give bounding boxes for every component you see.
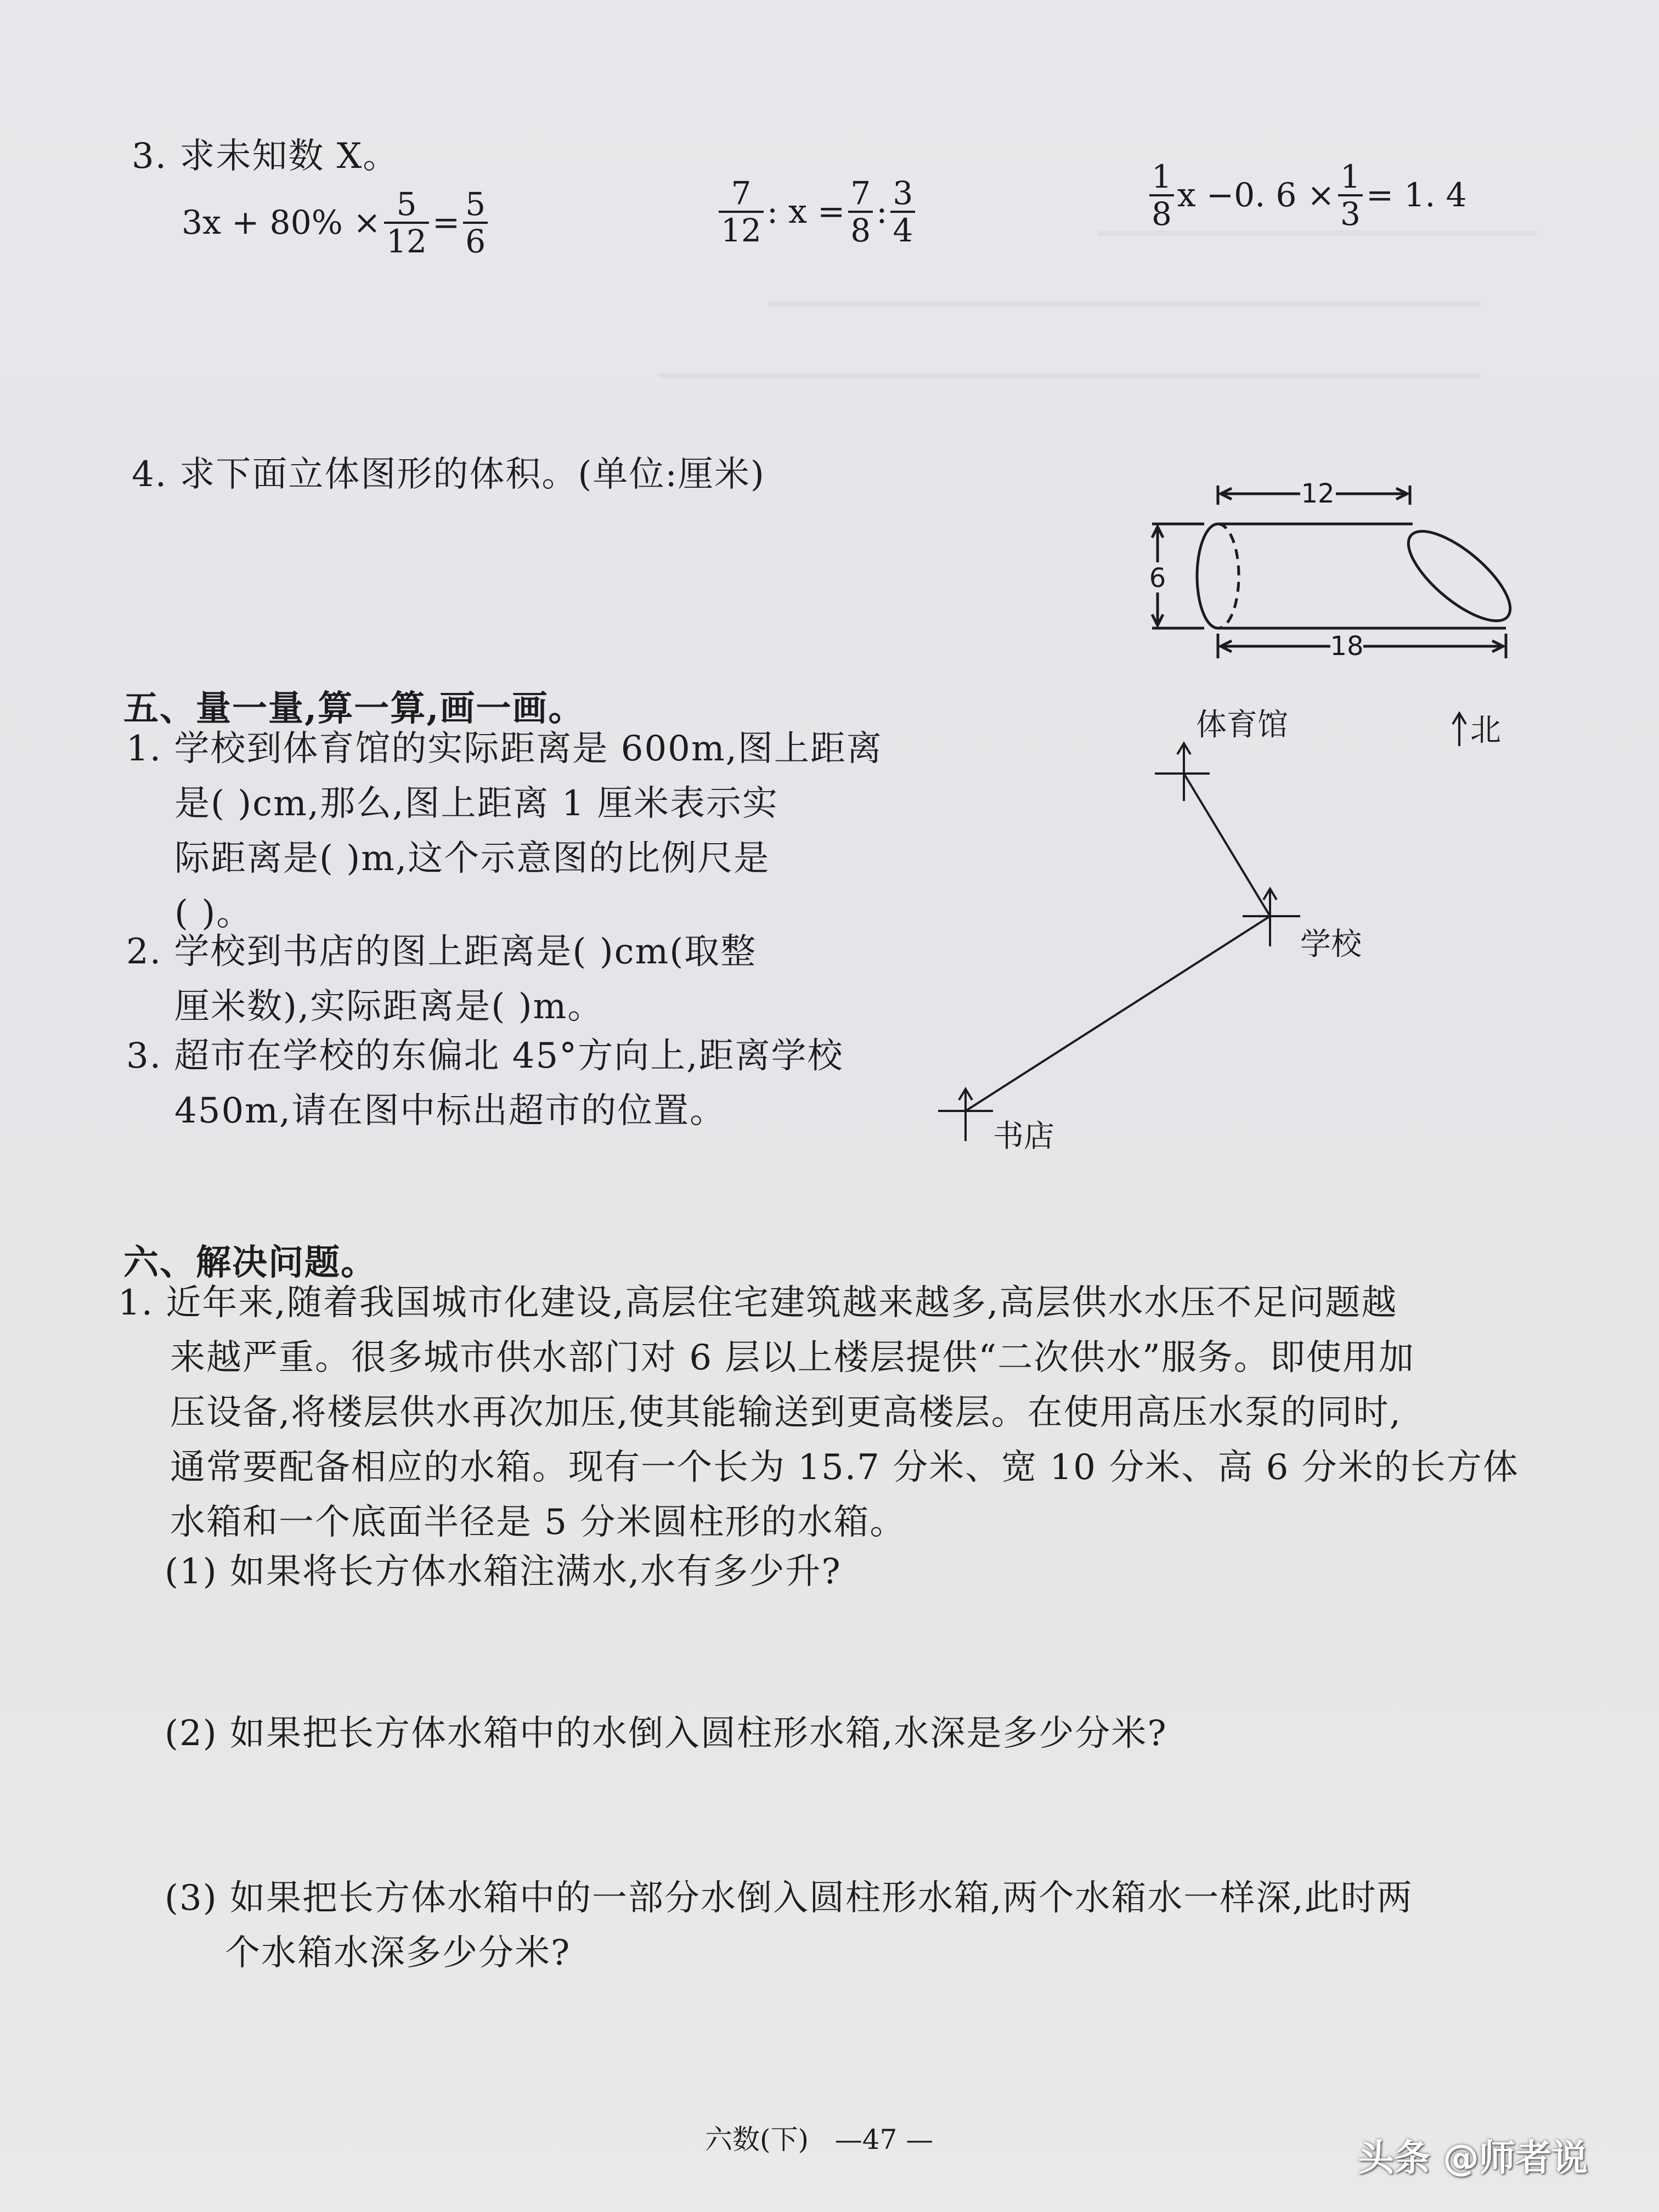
watermark: 头条 @师者说 (1358, 2137, 1588, 2179)
scale-map-diagram (922, 697, 1580, 1180)
eq1-fraction-a: $\frac{5}{12}$ (384, 187, 429, 259)
eq2-fraction-c: $\frac{3}{4}$ (890, 176, 915, 248)
eq3-fraction-a: $\frac{1}{8}$ (1149, 159, 1174, 232)
label-bookstore: 书店 (993, 1119, 1054, 1154)
eq3-fraction-b: $\frac{1}{3}$ (1338, 159, 1363, 232)
equation-2: $\frac{7}{12}$ : x = $\frac{7}{8}$ : $\frac{3}{4}$ (719, 176, 915, 248)
eq2-fraction-a: $\frac{7}{12}$ (719, 176, 764, 248)
label-gym: 体育馆 (1196, 707, 1288, 743)
q4-title: 4. 求下面立体图形的体积。(单位:厘米) (132, 454, 765, 495)
label-length-12: 12 (1301, 478, 1335, 509)
cylinder-figure (1141, 472, 1525, 669)
section-6-problem-text: 1. 近年来,随着我国城市化建设,高层住宅建筑越来越多,高层供水水压不足问题越 来越严重。很多城市供水部门对 6 层以上楼层提供“二次供水”服务。即使用加 压设备,将楼层供水再次加压,使其能输送到更高楼层。在使用高压水泵的同时, 通常要配备相应的水箱。现有一个长为 15.7 分米、宽 10 分米、高 6 分米的长方体 水箱和一个底面半径是 5 分米圆柱形的水箱。 (118, 1283, 1519, 1543)
label-school: 学校 (1300, 927, 1362, 962)
section-6-heading: 六、解决问题。 (123, 1242, 377, 1283)
section-5-question-1: 1. 学校到体育馆的实际距离是 600m,图上距离 是( )cm,那么,图上距离 1 厘米表示实 际距离是( )m,这个示意图的比例尺是 ( )。 (126, 729, 883, 934)
equation-3: $\frac{1}{8}$ x −0. 6 × $\frac{1}{3}$ = 1. 4 (1149, 159, 1470, 232)
section-5-question-2: 2. 学校到书店的图上距离是( )cm(取整 厘米数),实际距离是( )m。 (126, 932, 757, 1027)
eq2-fraction-b: $\frac{7}{8}$ (848, 176, 873, 248)
eq1-lhs: 3x + 80% × (182, 204, 381, 242)
label-north: 北 (1470, 713, 1501, 748)
label-length-18: 18 (1330, 631, 1364, 662)
label-height-6: 6 (1149, 563, 1166, 594)
q3-title: 3. 求未知数 X。 (132, 136, 399, 177)
section-6-subquestion-1: (1) 如果将长方体水箱注满水,水有多少升? (165, 1551, 842, 1592)
equation-1: 3x + 80% × $\frac{5}{12}$ = $\frac{5}{6}$ (178, 187, 488, 259)
section-5-heading: 五、量一量,算一算,画一画。 (123, 688, 585, 729)
section-5-question-3: 3. 超市在学校的东偏北 45°方向上,距离学校 450m,请在图中标出超市的位置。 (126, 1036, 844, 1131)
section-6-subquestion-2: (2) 如果把长方体水箱中的水倒入圆柱形水箱,水深是多少分米? (165, 1713, 1167, 1754)
eq1-fraction-b: $\frac{5}{6}$ (463, 187, 488, 259)
page-footer: 六数(下) —47 — (705, 2124, 934, 2155)
section-6-subquestion-3: (3) 如果把长方体水箱中的一部分水倒入圆柱形水箱,两个水箱水一样深,此时两 个水箱水深多少分米? (165, 1878, 1413, 1973)
